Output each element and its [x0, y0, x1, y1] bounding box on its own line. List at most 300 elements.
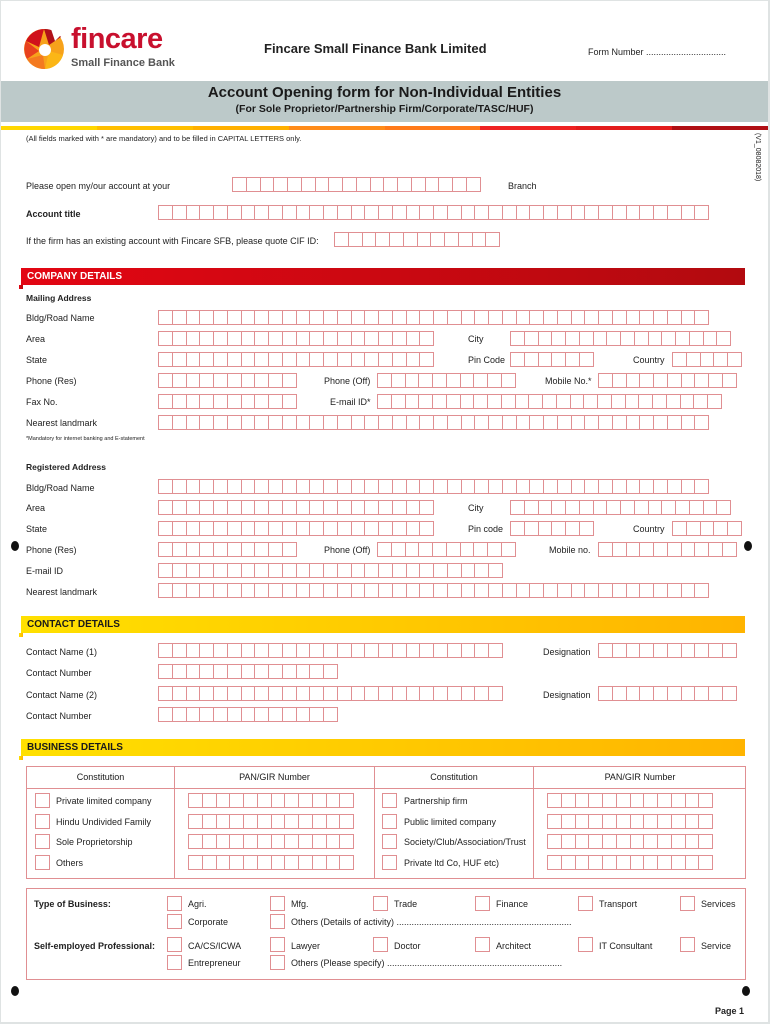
- char-box[interactable]: [323, 583, 338, 598]
- char-box[interactable]: [446, 394, 461, 409]
- char-box[interactable]: [694, 373, 709, 388]
- char-box[interactable]: [282, 415, 297, 430]
- char-box[interactable]: [538, 500, 553, 515]
- branch-input[interactable]: [232, 177, 480, 192]
- char-box[interactable]: [447, 583, 462, 598]
- char-box[interactable]: [488, 310, 503, 325]
- char-box[interactable]: [524, 521, 539, 536]
- char-box[interactable]: [172, 479, 187, 494]
- char-box[interactable]: [516, 583, 531, 598]
- char-box[interactable]: [309, 563, 324, 578]
- char-box[interactable]: [337, 415, 352, 430]
- char-box[interactable]: [254, 205, 269, 220]
- char-box[interactable]: [561, 834, 576, 849]
- char-box[interactable]: [653, 479, 668, 494]
- char-box[interactable]: [243, 855, 258, 870]
- char-box[interactable]: [241, 521, 256, 536]
- char-box[interactable]: [158, 415, 173, 430]
- char-box[interactable]: [727, 521, 742, 536]
- char-box[interactable]: [243, 793, 258, 808]
- char-box[interactable]: [213, 205, 228, 220]
- self-checkbox-architect[interactable]: [475, 937, 490, 952]
- char-box[interactable]: [488, 205, 503, 220]
- mailing-phone-res-input[interactable]: [158, 373, 296, 388]
- char-box[interactable]: [323, 331, 338, 346]
- char-box[interactable]: [172, 310, 187, 325]
- char-box[interactable]: [588, 834, 603, 849]
- pan-input[interactable]: [188, 793, 353, 808]
- char-box[interactable]: [227, 205, 242, 220]
- char-box[interactable]: [501, 394, 516, 409]
- char-box[interactable]: [186, 415, 201, 430]
- char-box[interactable]: [502, 583, 517, 598]
- char-box[interactable]: [612, 310, 627, 325]
- char-box[interactable]: [323, 643, 338, 658]
- char-box[interactable]: [575, 834, 590, 849]
- char-box[interactable]: [657, 814, 672, 829]
- char-box[interactable]: [694, 686, 709, 701]
- char-box[interactable]: [510, 352, 525, 367]
- char-box[interactable]: [667, 479, 682, 494]
- char-box[interactable]: [473, 394, 488, 409]
- char-box[interactable]: [694, 205, 709, 220]
- char-box[interactable]: [323, 521, 338, 536]
- char-box[interactable]: [419, 521, 434, 536]
- char-box[interactable]: [216, 793, 231, 808]
- char-box[interactable]: [538, 352, 553, 367]
- designation1-input[interactable]: [598, 643, 736, 658]
- char-box[interactable]: [241, 500, 256, 515]
- mailing-city-input[interactable]: [510, 331, 730, 346]
- char-box[interactable]: [681, 583, 696, 598]
- char-box[interactable]: [626, 583, 641, 598]
- char-box[interactable]: [199, 331, 214, 346]
- char-box[interactable]: [199, 686, 214, 701]
- char-box[interactable]: [643, 834, 658, 849]
- char-box[interactable]: [254, 563, 269, 578]
- char-box[interactable]: [392, 643, 407, 658]
- char-box[interactable]: [241, 583, 256, 598]
- char-box[interactable]: [241, 664, 256, 679]
- char-box[interactable]: [392, 563, 407, 578]
- contact-name2-input[interactable]: [158, 686, 502, 701]
- char-box[interactable]: [199, 394, 214, 409]
- char-box[interactable]: [584, 583, 599, 598]
- char-box[interactable]: [612, 373, 627, 388]
- contact-name1-input[interactable]: [158, 643, 502, 658]
- char-box[interactable]: [681, 479, 696, 494]
- char-box[interactable]: [698, 793, 713, 808]
- char-box[interactable]: [227, 664, 242, 679]
- char-box[interactable]: [502, 479, 517, 494]
- char-box[interactable]: [186, 563, 201, 578]
- char-box[interactable]: [282, 500, 297, 515]
- char-box[interactable]: [598, 310, 613, 325]
- char-box[interactable]: [571, 205, 586, 220]
- char-box[interactable]: [547, 855, 562, 870]
- char-box[interactable]: [419, 500, 434, 515]
- char-box[interactable]: [364, 479, 379, 494]
- char-box[interactable]: [626, 205, 641, 220]
- char-box[interactable]: [271, 814, 286, 829]
- char-box[interactable]: [378, 686, 393, 701]
- char-box[interactable]: [543, 205, 558, 220]
- char-box[interactable]: [716, 500, 731, 515]
- char-box[interactable]: [639, 479, 654, 494]
- char-box[interactable]: [639, 542, 654, 557]
- char-box[interactable]: [694, 415, 709, 430]
- char-box[interactable]: [172, 205, 187, 220]
- char-box[interactable]: [296, 664, 311, 679]
- char-box[interactable]: [488, 479, 503, 494]
- char-box[interactable]: [597, 394, 612, 409]
- char-box[interactable]: [323, 310, 338, 325]
- char-box[interactable]: [243, 834, 258, 849]
- char-box[interactable]: [425, 177, 440, 192]
- char-box[interactable]: [612, 542, 627, 557]
- char-box[interactable]: [515, 394, 530, 409]
- char-box[interactable]: [405, 373, 420, 388]
- type-others-details-field[interactable]: Others (Details of activity) ......................................................................: [291, 917, 572, 927]
- char-box[interactable]: [213, 643, 228, 658]
- reg-country-input[interactable]: [672, 521, 741, 536]
- char-box[interactable]: [447, 310, 462, 325]
- char-box[interactable]: [432, 373, 447, 388]
- char-box[interactable]: [417, 232, 432, 247]
- char-box[interactable]: [502, 205, 517, 220]
- char-box[interactable]: [681, 643, 696, 658]
- char-box[interactable]: [611, 394, 626, 409]
- char-box[interactable]: [356, 177, 371, 192]
- char-box[interactable]: [199, 479, 214, 494]
- char-box[interactable]: [419, 331, 434, 346]
- char-box[interactable]: [227, 563, 242, 578]
- char-box[interactable]: [351, 331, 366, 346]
- char-box[interactable]: [282, 394, 297, 409]
- char-box[interactable]: [268, 205, 283, 220]
- char-box[interactable]: [570, 394, 585, 409]
- char-box[interactable]: [227, 686, 242, 701]
- char-box[interactable]: [378, 521, 393, 536]
- char-box[interactable]: [268, 686, 283, 701]
- contact-number1-input[interactable]: [158, 664, 337, 679]
- char-box[interactable]: [686, 521, 701, 536]
- char-box[interactable]: [620, 500, 635, 515]
- char-box[interactable]: [667, 205, 682, 220]
- char-box[interactable]: [337, 331, 352, 346]
- char-box[interactable]: [268, 643, 283, 658]
- char-box[interactable]: [213, 373, 228, 388]
- char-box[interactable]: [326, 834, 341, 849]
- pan-input[interactable]: [547, 793, 712, 808]
- char-box[interactable]: [571, 415, 586, 430]
- char-box[interactable]: [626, 415, 641, 430]
- char-box[interactable]: [375, 232, 390, 247]
- char-box[interactable]: [326, 814, 341, 829]
- char-box[interactable]: [432, 542, 447, 557]
- char-box[interactable]: [419, 563, 434, 578]
- self-checkbox-service[interactable]: [680, 937, 695, 952]
- char-box[interactable]: [254, 583, 269, 598]
- char-box[interactable]: [598, 583, 613, 598]
- char-box[interactable]: [158, 394, 173, 409]
- char-box[interactable]: [708, 686, 723, 701]
- char-box[interactable]: [172, 415, 187, 430]
- char-box[interactable]: [433, 479, 448, 494]
- pan-input[interactable]: [547, 855, 712, 870]
- char-box[interactable]: [630, 834, 645, 849]
- char-box[interactable]: [268, 373, 283, 388]
- char-box[interactable]: [216, 814, 231, 829]
- reg-mobile-input[interactable]: [598, 542, 736, 557]
- char-box[interactable]: [296, 643, 311, 658]
- char-box[interactable]: [524, 500, 539, 515]
- char-box[interactable]: [547, 834, 562, 849]
- char-box[interactable]: [406, 686, 421, 701]
- char-box[interactable]: [461, 415, 476, 430]
- char-box[interactable]: [458, 232, 473, 247]
- char-box[interactable]: [213, 521, 228, 536]
- char-box[interactable]: [337, 205, 352, 220]
- char-box[interactable]: [516, 479, 531, 494]
- char-box[interactable]: [722, 643, 737, 658]
- char-box[interactable]: [377, 394, 392, 409]
- char-box[interactable]: [606, 331, 621, 346]
- constitution-checkbox-sole-prop[interactable]: [35, 834, 50, 849]
- mailing-email-input[interactable]: [377, 394, 721, 409]
- char-box[interactable]: [713, 521, 728, 536]
- char-box[interactable]: [296, 686, 311, 701]
- char-box[interactable]: [598, 479, 613, 494]
- char-box[interactable]: [657, 834, 672, 849]
- char-box[interactable]: [557, 310, 572, 325]
- char-box[interactable]: [254, 415, 269, 430]
- char-box[interactable]: [461, 310, 476, 325]
- char-box[interactable]: [172, 394, 187, 409]
- char-box[interactable]: [186, 331, 201, 346]
- char-box[interactable]: [158, 563, 173, 578]
- char-box[interactable]: [602, 793, 617, 808]
- char-box[interactable]: [213, 542, 228, 557]
- char-box[interactable]: [461, 205, 476, 220]
- char-box[interactable]: [565, 500, 580, 515]
- reg-city-input[interactable]: [510, 500, 730, 515]
- char-box[interactable]: [447, 686, 462, 701]
- pan-input[interactable]: [547, 834, 712, 849]
- char-box[interactable]: [282, 707, 297, 722]
- char-box[interactable]: [229, 814, 244, 829]
- char-box[interactable]: [309, 643, 324, 658]
- char-box[interactable]: [391, 542, 406, 557]
- char-box[interactable]: [433, 583, 448, 598]
- char-box[interactable]: [351, 352, 366, 367]
- char-box[interactable]: [213, 331, 228, 346]
- char-box[interactable]: [257, 814, 272, 829]
- char-box[interactable]: [268, 479, 283, 494]
- char-box[interactable]: [202, 814, 217, 829]
- char-box[interactable]: [378, 415, 393, 430]
- char-box[interactable]: [593, 500, 608, 515]
- char-box[interactable]: [241, 205, 256, 220]
- char-box[interactable]: [579, 352, 594, 367]
- char-box[interactable]: [254, 707, 269, 722]
- char-box[interactable]: [406, 521, 421, 536]
- char-box[interactable]: [243, 814, 258, 829]
- char-box[interactable]: [227, 643, 242, 658]
- char-box[interactable]: [406, 352, 421, 367]
- char-box[interactable]: [528, 394, 543, 409]
- char-box[interactable]: [257, 834, 272, 849]
- char-box[interactable]: [529, 205, 544, 220]
- char-box[interactable]: [227, 707, 242, 722]
- char-box[interactable]: [378, 352, 393, 367]
- char-box[interactable]: [473, 373, 488, 388]
- type-checkbox-transport[interactable]: [578, 896, 593, 911]
- char-box[interactable]: [685, 814, 700, 829]
- mailing-area-input[interactable]: [158, 331, 433, 346]
- char-box[interactable]: [323, 352, 338, 367]
- char-box[interactable]: [708, 643, 723, 658]
- char-box[interactable]: [446, 373, 461, 388]
- char-box[interactable]: [337, 521, 352, 536]
- char-box[interactable]: [392, 310, 407, 325]
- char-box[interactable]: [268, 310, 283, 325]
- char-box[interactable]: [339, 855, 354, 870]
- char-box[interactable]: [694, 479, 709, 494]
- char-box[interactable]: [254, 686, 269, 701]
- char-box[interactable]: [474, 686, 489, 701]
- char-box[interactable]: [254, 479, 269, 494]
- char-box[interactable]: [675, 500, 690, 515]
- char-box[interactable]: [188, 834, 203, 849]
- self-checkbox-doctor[interactable]: [373, 937, 388, 952]
- char-box[interactable]: [681, 310, 696, 325]
- char-box[interactable]: [172, 500, 187, 515]
- char-box[interactable]: [405, 394, 420, 409]
- char-box[interactable]: [703, 331, 718, 346]
- self-checkbox-entrepreneur[interactable]: [167, 955, 182, 970]
- type-checkbox-finance[interactable]: [475, 896, 490, 911]
- char-box[interactable]: [158, 352, 173, 367]
- char-box[interactable]: [406, 310, 421, 325]
- char-box[interactable]: [158, 707, 173, 722]
- char-box[interactable]: [667, 373, 682, 388]
- char-box[interactable]: [227, 479, 242, 494]
- char-box[interactable]: [698, 855, 713, 870]
- char-box[interactable]: [199, 583, 214, 598]
- char-box[interactable]: [172, 583, 187, 598]
- char-box[interactable]: [199, 373, 214, 388]
- char-box[interactable]: [377, 373, 392, 388]
- char-box[interactable]: [565, 352, 580, 367]
- char-box[interactable]: [392, 479, 407, 494]
- reg-email-input[interactable]: [158, 563, 502, 578]
- char-box[interactable]: [199, 205, 214, 220]
- char-box[interactable]: [315, 177, 330, 192]
- char-box[interactable]: [652, 394, 667, 409]
- char-box[interactable]: [433, 205, 448, 220]
- mailing-state-input[interactable]: [158, 352, 433, 367]
- account-title-input[interactable]: [158, 205, 708, 220]
- char-box[interactable]: [172, 664, 187, 679]
- char-box[interactable]: [323, 686, 338, 701]
- char-box[interactable]: [411, 177, 426, 192]
- char-box[interactable]: [461, 686, 476, 701]
- char-box[interactable]: [392, 500, 407, 515]
- char-box[interactable]: [312, 793, 327, 808]
- char-box[interactable]: [693, 394, 708, 409]
- mailing-landmark-input[interactable]: [158, 415, 708, 430]
- char-box[interactable]: [708, 542, 723, 557]
- char-box[interactable]: [158, 664, 173, 679]
- char-box[interactable]: [516, 205, 531, 220]
- char-box[interactable]: [406, 479, 421, 494]
- char-box[interactable]: [630, 814, 645, 829]
- char-box[interactable]: [271, 834, 286, 849]
- char-box[interactable]: [392, 686, 407, 701]
- char-box[interactable]: [639, 415, 654, 430]
- constitution-checkbox-others[interactable]: [35, 855, 50, 870]
- char-box[interactable]: [296, 583, 311, 598]
- char-box[interactable]: [351, 521, 366, 536]
- char-box[interactable]: [309, 415, 324, 430]
- char-box[interactable]: [419, 479, 434, 494]
- char-box[interactable]: [579, 521, 594, 536]
- char-box[interactable]: [418, 373, 433, 388]
- char-box[interactable]: [186, 643, 201, 658]
- char-box[interactable]: [309, 664, 324, 679]
- char-box[interactable]: [227, 331, 242, 346]
- char-box[interactable]: [643, 793, 658, 808]
- char-box[interactable]: [241, 415, 256, 430]
- char-box[interactable]: [282, 479, 297, 494]
- char-box[interactable]: [282, 563, 297, 578]
- char-box[interactable]: [241, 707, 256, 722]
- char-box[interactable]: [643, 814, 658, 829]
- char-box[interactable]: [172, 643, 187, 658]
- char-box[interactable]: [543, 479, 558, 494]
- char-box[interactable]: [188, 793, 203, 808]
- char-box[interactable]: [406, 563, 421, 578]
- char-box[interactable]: [296, 521, 311, 536]
- char-box[interactable]: [685, 793, 700, 808]
- reg-phone-off-input[interactable]: [377, 542, 515, 557]
- char-box[interactable]: [378, 331, 393, 346]
- char-box[interactable]: [487, 394, 502, 409]
- char-box[interactable]: [351, 415, 366, 430]
- char-box[interactable]: [364, 686, 379, 701]
- char-box[interactable]: [727, 352, 742, 367]
- char-box[interactable]: [199, 310, 214, 325]
- char-box[interactable]: [282, 583, 297, 598]
- char-box[interactable]: [268, 542, 283, 557]
- char-box[interactable]: [260, 177, 275, 192]
- char-box[interactable]: [557, 415, 572, 430]
- char-box[interactable]: [418, 394, 433, 409]
- char-box[interactable]: [571, 479, 586, 494]
- char-box[interactable]: [364, 205, 379, 220]
- type-checkbox-services[interactable]: [680, 896, 695, 911]
- char-box[interactable]: [227, 583, 242, 598]
- char-box[interactable]: [188, 855, 203, 870]
- char-box[interactable]: [722, 686, 737, 701]
- char-box[interactable]: [657, 793, 672, 808]
- char-box[interactable]: [543, 310, 558, 325]
- char-box[interactable]: [392, 352, 407, 367]
- char-box[interactable]: [700, 521, 715, 536]
- char-box[interactable]: [707, 394, 722, 409]
- char-box[interactable]: [671, 855, 686, 870]
